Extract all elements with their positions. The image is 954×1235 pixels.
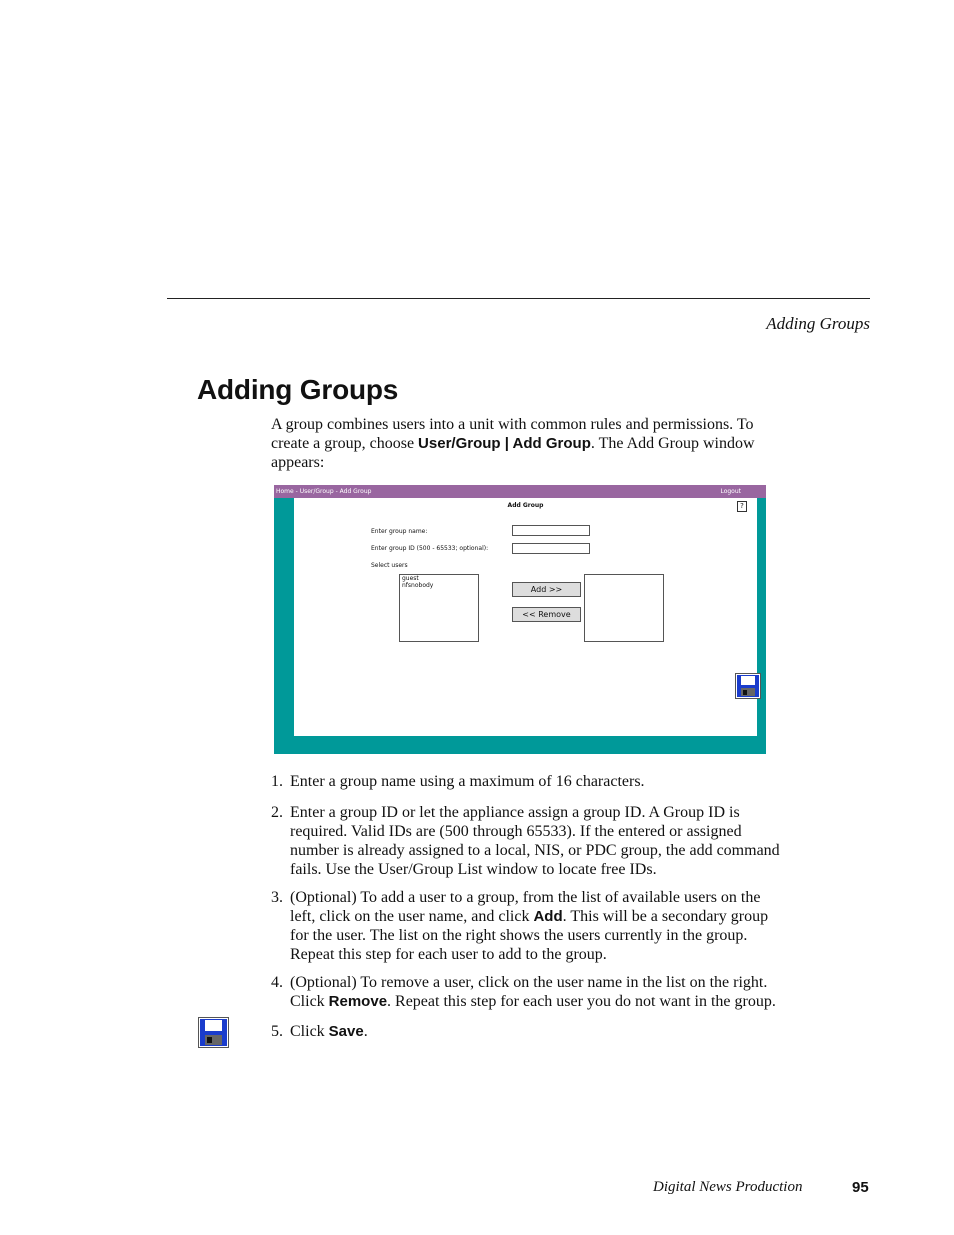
group-id-input[interactable] [512, 543, 590, 554]
remove-button[interactable]: << Remove [512, 607, 581, 622]
step-2: 2. Enter a group ID or let the appliance assign a group ID. A Group ID is required. Valid IDs are (500 through 65533). If the entered or assigned number is already assigned to a local, NIS, or PDC group, the add command fails. Use the User/Group List window to locate free IDs. [271, 804, 780, 878]
list-item[interactable]: guest [402, 575, 419, 582]
remove-ref: Remove [328, 993, 388, 1010]
breadcrumb[interactable]: Home - User/Group - Add Group [276, 488, 372, 495]
add-button[interactable]: Add >> [512, 582, 581, 597]
header-rule [167, 298, 870, 299]
intro-line-2: create a group, choose User/Group | Add Group. The Add Group window [271, 435, 755, 452]
list-item[interactable]: nfsnobody [402, 582, 434, 589]
save-ref: Save [328, 1023, 364, 1040]
help-icon[interactable]: ? [737, 501, 747, 512]
available-users-list[interactable] [399, 574, 479, 642]
step-1: 1. Enter a group name using a maximum of 16 characters. [271, 773, 645, 790]
group-members-list[interactable] [584, 574, 664, 642]
step-3: 3. (Optional) To add a user to a group, from the list of available users on the left, click on the user name, and click Add. This will be a secondary group for the user. The list on the right shows the users currently in the group. Repeat this step for each user to add to the group. [271, 889, 769, 963]
intro-paragraph [271, 415, 811, 472]
window-title-bar [274, 485, 766, 498]
logout-link[interactable]: Logout [720, 488, 741, 495]
add-group-panel [294, 498, 757, 736]
step-4: 4. (Optional) To remove a user, click on the user name in the list on the right. Click Remove. Repeat this step for each user you do not want in the group. [271, 974, 776, 1010]
step-5: 5. Click Save. [271, 1023, 368, 1040]
page-number: 95 [852, 1179, 869, 1196]
group-id-label: Enter group ID (500 - 65533; optional): [371, 545, 489, 552]
section-title: Adding Groups [197, 374, 399, 405]
group-name-input[interactable] [512, 525, 590, 536]
menu-path: User/Group | Add Group [418, 435, 591, 452]
select-users-label: Select users [371, 562, 408, 569]
save-icon[interactable] [735, 673, 761, 704]
panel-title: Add Group [507, 502, 544, 509]
add-ref: Add [533, 908, 563, 925]
add-group-window [274, 485, 766, 754]
group-name-label: Enter group name: [371, 528, 428, 535]
intro-line-1: A group combines users into a unit with common rules and permissions. To [271, 416, 754, 433]
running-head: Adding Groups [766, 314, 870, 333]
footer-title: Digital News Production [653, 1179, 803, 1195]
intro-line-3: appears: [271, 454, 325, 471]
save-icon [198, 1017, 229, 1053]
